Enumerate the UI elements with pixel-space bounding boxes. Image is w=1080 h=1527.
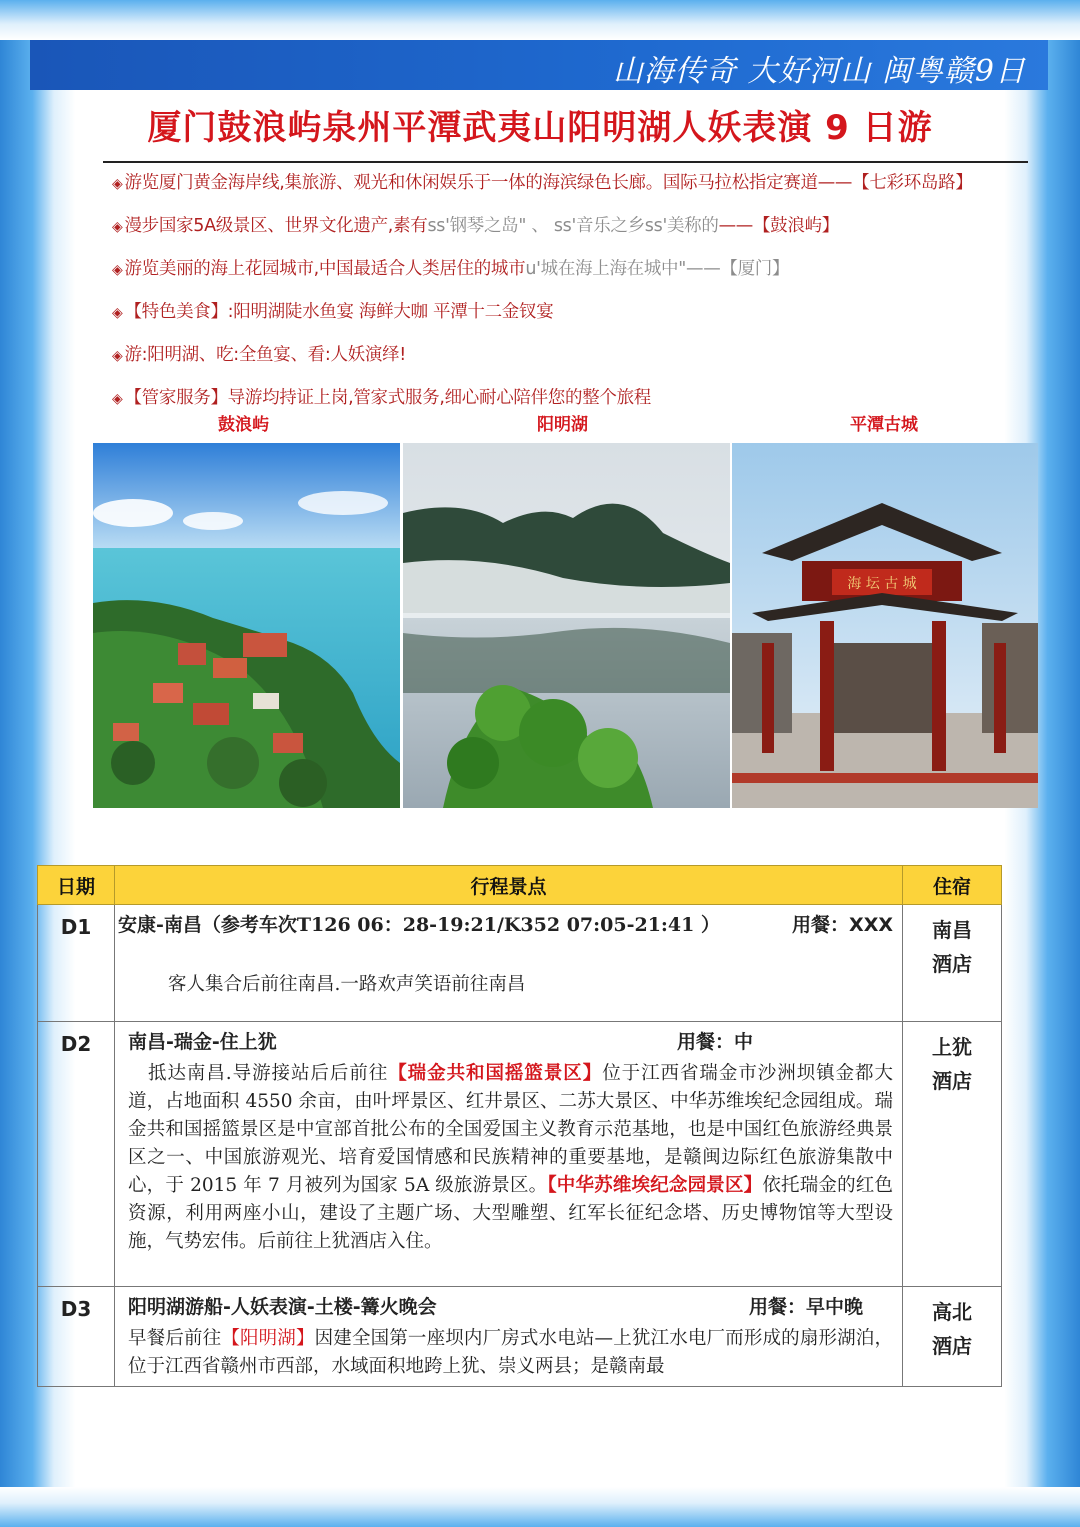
route-cell bbox=[115, 905, 903, 1022]
ancient-gate-photo bbox=[732, 443, 1038, 808]
photo-label-pingtan: 平潭古城 bbox=[850, 415, 918, 435]
title-divider bbox=[103, 161, 1028, 163]
highlight-tail: ——【鼓浪屿】 bbox=[718, 216, 839, 236]
highlight-text: 漫步国家5A级景区、世界文化遗产,素有 bbox=[124, 216, 428, 236]
highlight-item bbox=[112, 256, 1012, 299]
meal-info: 用餐：中 bbox=[676, 1031, 753, 1053]
banner-slogan: 山海传奇 大好河山 闽粤赣9日 bbox=[612, 54, 1026, 89]
table-row bbox=[38, 905, 1002, 1022]
desc-highlight: 【瑞金共和国摇篮景区】 bbox=[388, 1063, 603, 1084]
desc-text: 位于江西省瑞金市沙洲坝镇金都大道，占地面积 4550 余亩，由叶坪景区、红井景区、二苏大景区、中华苏维埃纪念园组成。瑞金共和国摇篮景区是中宣部首批公布的全国爱国主义教育示范基地，也是中国红色旅游经典景区之一、中国旅游观光、培育爱国情感和民族精神的重要基地，是赣闽边际红色旅游集散中心，于 2015 年 7 月被列为国家 5A 级旅游景区。 bbox=[128, 1063, 893, 1196]
header-hotel: 住宿 bbox=[903, 866, 1002, 905]
svg-text:海 坛 古 城: 海 坛 古 城 bbox=[847, 576, 917, 592]
desc-highlight: 【阳明湖】 bbox=[221, 1328, 315, 1349]
header-route: 行程景点 bbox=[115, 866, 903, 905]
meal-info: 用餐：XXX bbox=[792, 914, 893, 936]
desc-text: 抵达南昌.导游接站后后前往 bbox=[148, 1063, 389, 1084]
desc-highlight: 【中华苏维埃纪念园景区】 bbox=[547, 1175, 763, 1196]
route-title: 南昌-瑞金-住上犹 bbox=[128, 1031, 277, 1053]
route-title: 阳明湖游船-人妖表演-土楼-篝火晚会 bbox=[128, 1296, 437, 1318]
top-banner bbox=[30, 40, 1048, 90]
route-cell bbox=[115, 1287, 903, 1387]
lake-photo bbox=[403, 443, 730, 808]
route-description bbox=[116, 1054, 901, 1260]
desc-text: 因建全国第一座坝内厂房式水电站—上犹江水电厂而形成的扇形湖泊，位于江西省赣州市西部，水域面积地跨上犹、崇义两县；是赣南最 bbox=[128, 1328, 893, 1377]
day-cell: D2 bbox=[38, 1022, 115, 1287]
table-header-row bbox=[38, 866, 1002, 905]
highlight-item bbox=[112, 299, 1012, 342]
header-date: 日期 bbox=[38, 866, 115, 905]
day-cell: D1 bbox=[38, 905, 115, 1022]
route-cell bbox=[115, 1022, 903, 1287]
diamond-bullet-icon: ◈ bbox=[112, 262, 123, 278]
route-description bbox=[116, 1319, 901, 1385]
hotel-type: 酒店 bbox=[932, 1069, 972, 1093]
frame-top bbox=[0, 0, 1080, 40]
route-header bbox=[116, 906, 901, 937]
route-header bbox=[116, 1023, 901, 1054]
route-header bbox=[116, 1288, 901, 1319]
hotel-city: 高北 bbox=[932, 1300, 972, 1324]
highlight-text: 【特色美食】:阳明湖陡水鱼宴 海鲜大咖 平潭十二金钗宴 bbox=[124, 302, 554, 322]
desc-text: 依托瑞金的红色资源，利用两座小山，建设了主题广场、大型雕塑、红军长征纪念塔、历史博物馆等大型设施，气势宏伟。后前往上犹酒店入住。 bbox=[128, 1175, 893, 1252]
hotel-city: 南昌 bbox=[932, 918, 972, 942]
highlight-text: 游:阳明湖、吃:全鱼宴、看:人妖演绎! bbox=[124, 345, 406, 365]
highlight-gray-text: u'城在海上海在城中"——【厦门】 bbox=[525, 259, 790, 279]
highlight-gray-text: ss'钢琴之岛" 、 ss'音乐之乡ss'美称的 bbox=[427, 216, 719, 236]
hotel-type: 酒店 bbox=[932, 952, 972, 976]
island-photo bbox=[93, 443, 400, 808]
hotel-city: 上犹 bbox=[932, 1035, 972, 1059]
day-cell: D3 bbox=[38, 1287, 115, 1387]
hotel-cell bbox=[903, 1287, 1002, 1387]
photo-label-yangming-lake: 阳明湖 bbox=[537, 415, 588, 435]
page-title: 厦门鼓浪屿泉州平潭武夷山阳明湖人妖表演 9 日游 bbox=[147, 108, 933, 148]
route-description: 客人集合后前往南昌.一路欢声笑语前往南昌 bbox=[168, 974, 526, 995]
hotel-cell bbox=[903, 905, 1002, 1022]
highlight-item bbox=[112, 342, 1012, 385]
route-title: 安康-南昌（参考车次T126 06：28-19:21/K352 07:05-21:41 ） bbox=[118, 914, 720, 936]
itinerary-table bbox=[37, 865, 1002, 1387]
highlight-text: 【管家服务】导游均持证上岗,管家式服务,细心耐心陪伴您的整个旅程 bbox=[124, 388, 651, 408]
highlight-text: 游览厦门黄金海岸线,集旅游、观光和休闲娱乐于一体的海滨绿色长廊。国际马拉松指定赛道——【七彩环岛路】 bbox=[124, 173, 973, 193]
hotel-cell bbox=[903, 1022, 1002, 1287]
hotel-type: 酒店 bbox=[932, 1334, 972, 1358]
diamond-bullet-icon: ◈ bbox=[112, 305, 123, 321]
photo-label-gulangyu: 鼓浪屿 bbox=[218, 415, 269, 435]
diamond-bullet-icon: ◈ bbox=[112, 219, 123, 235]
diamond-bullet-icon: ◈ bbox=[112, 391, 123, 407]
highlights-list bbox=[112, 170, 1012, 428]
frame-bottom bbox=[0, 1487, 1080, 1527]
diamond-bullet-icon: ◈ bbox=[112, 348, 123, 364]
desc-text: 早餐后前往 bbox=[128, 1328, 222, 1349]
diamond-bullet-icon: ◈ bbox=[112, 176, 123, 192]
meal-info: 用餐：早中晚 bbox=[748, 1296, 863, 1318]
table-row bbox=[38, 1022, 1002, 1287]
highlight-item bbox=[112, 170, 1012, 213]
table-row bbox=[38, 1287, 1002, 1387]
highlight-text: 游览美丽的海上花园城市,中国最适合人类居住的城市 bbox=[124, 259, 526, 279]
highlight-item bbox=[112, 213, 1012, 256]
